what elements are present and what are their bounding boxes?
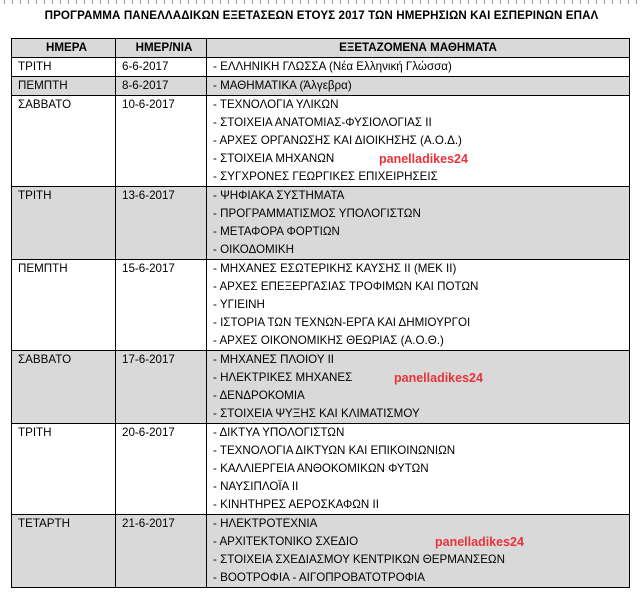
subject-item: - ΗΛΕΚΤΡΟΤΕΧΝΙΑ	[213, 517, 318, 530]
ruler-tick	[580, 0, 581, 4]
date-cell: 17-6-2017	[116, 351, 207, 424]
ruler-tick	[212, 0, 213, 4]
ruler-tick	[396, 0, 397, 4]
ruler-tick	[108, 0, 109, 4]
ruler-tick	[372, 0, 373, 4]
day-cell: ΤΡΙΤΗ	[12, 58, 116, 77]
date-cell: 10-6-2017	[116, 96, 207, 187]
ruler-tick	[60, 0, 61, 4]
day-cell: ΤΡΙΤΗ	[12, 187, 116, 260]
subjects-cell	[207, 77, 630, 96]
ruler-tick	[252, 0, 253, 4]
subject-item: - ΣΤΟΙΧΕΙΑ ΨΥΞΗΣ ΚΑΙ ΚΛΙΜΑΤΙΣΜΟΥ	[213, 407, 420, 420]
subject-item: - ΑΡΧΕΣ ΕΠΕΞΕΡΓΑΣΙΑΣ ΤΡΟΦΙΜΩΝ ΚΑΙ ΠΟΤΩΝ	[213, 280, 479, 293]
ruler-tick	[44, 0, 45, 4]
ruler-tick	[572, 0, 573, 4]
subjects-cell	[207, 515, 630, 588]
subject-item-with-watermark	[213, 369, 629, 387]
subject-item: - ΜΗΧΑΝΕΣ ΕΣΩΤΕΡΙΚΗΣ ΚΑΥΣΗΣ ΙΙ (ΜΕΚ ΙΙ)	[213, 262, 457, 275]
subject-item-with-watermark	[213, 150, 629, 168]
subject-item: - ΝΑΥΣΙΠΛΟΪΑ ΙΙ	[213, 480, 299, 493]
ruler-tick	[420, 0, 421, 4]
ruler-tick	[116, 0, 117, 4]
table-row	[12, 58, 630, 77]
ruler-tick	[364, 0, 365, 4]
ruler-tick	[180, 0, 181, 4]
ruler-tick	[132, 0, 133, 4]
ruler-tick	[476, 0, 477, 4]
ruler-tick	[596, 0, 597, 4]
table-row	[12, 187, 630, 260]
subject-item: - ΒΟΟΤΡΟΦΙΑ - ΑΙΓΟΠΡΟΒΑΤΟΤΡΟΦΙΑ	[213, 571, 425, 584]
table-row	[12, 77, 630, 96]
ruler-tick	[356, 0, 357, 4]
ruler-tick	[484, 0, 485, 4]
ruler-tick	[12, 0, 13, 4]
subjects-cell	[207, 424, 630, 515]
subject-item: - ΠΡΟΓΡΑΜΜΑΤΙΣΜΟΣ ΥΠΟΛΟΓΙΣΤΩΝ	[213, 207, 421, 220]
watermark-text: panelladikes24	[435, 535, 524, 549]
ruler-tick	[588, 0, 589, 4]
date-cell: 13-6-2017	[116, 187, 207, 260]
ruler-tick	[36, 0, 37, 4]
ruler-tick	[92, 0, 93, 4]
ruler-tick	[164, 0, 165, 4]
subject-item: - ΔΕΝΔΡΟΚΟΜΙΑ	[213, 389, 305, 402]
ruler-tick	[636, 0, 637, 4]
subject-item: - ΤΕΧΝΟΛΟΓΙΑ ΔΙΚΤΥΩΝ ΚΑΙ ΕΠΙΚΟΙΝΩΝΙΩΝ	[213, 444, 456, 457]
subject-item: - ΥΓΙΕΙΝΗ	[213, 298, 265, 311]
day-cell: ΣΑΒΒΑΤΟ	[12, 96, 116, 187]
ruler-tick	[404, 0, 405, 4]
ruler-tick	[628, 0, 629, 4]
subject-item: - ΨΗΦΙΑΚΑ ΣΥΣΤΗΜΑΤΑ	[213, 189, 345, 202]
subject-item: - ΚΑΛΛΙΕΡΓΕΙΑ ΑΝΘΟΚΟΜΙΚΩΝ ΦΥΤΩΝ	[213, 462, 429, 475]
watermark-text: panelladikes24	[379, 152, 468, 166]
subjects-cell	[207, 351, 630, 424]
table-row	[12, 424, 630, 515]
ruler-strip	[0, 0, 643, 6]
subjects-cell	[207, 96, 630, 187]
ruler-tick	[620, 0, 621, 4]
subject-item: - ΑΡΧΕΣ ΟΙΚΟΝΟΜΙΚΗΣ ΘΕΩΡΙΑΣ (Α.Ο.Θ.)	[213, 334, 444, 347]
table-row	[12, 515, 630, 588]
subjects-cell	[207, 260, 630, 351]
ruler-tick	[524, 0, 525, 4]
ruler-tick	[540, 0, 541, 4]
subject-item: - ΜΑΘΗΜΑΤΙΚΑ (Άλγεβρα)	[213, 79, 352, 92]
ruler-tick	[52, 0, 53, 4]
subject-item: - ΔΙΚΤΥΑ ΥΠΟΛΟΓΙΣΤΩΝ	[213, 426, 345, 439]
subject-item: - ΣΤΟΙΧΕΙΑ ΑΝΑΤΟΜΙΑΣ-ΦΥΣΙΟΛΟΓΙΑΣ ΙΙ	[213, 116, 432, 129]
date-cell: 20-6-2017	[116, 424, 207, 515]
ruler-tick	[468, 0, 469, 4]
ruler-tick	[428, 0, 429, 4]
ruler-tick	[4, 0, 5, 4]
ruler-tick	[228, 0, 229, 4]
ruler-tick	[244, 0, 245, 4]
ruler-tick	[340, 0, 341, 4]
day-cell: ΠΕΜΠΤΗ	[12, 77, 116, 96]
ruler-tick	[460, 0, 461, 4]
table-row	[12, 260, 630, 351]
ruler-tick	[68, 0, 69, 4]
ruler-tick	[76, 0, 77, 4]
ruler-tick	[100, 0, 101, 4]
subject-item: - ΣΤΟΙΧΕΙΑ ΣΧΕΔΙΑΣΜΟΥ ΚΕΝΤΡΙΚΩΝ ΘΕΡΜΑΝΣΕΩΝ	[213, 553, 505, 566]
ruler-tick	[508, 0, 509, 4]
table-row	[12, 96, 630, 187]
ruler-tick	[444, 0, 445, 4]
ruler-tick	[300, 0, 301, 4]
ruler-tick	[276, 0, 277, 4]
ruler-tick	[236, 0, 237, 4]
ruler-tick	[172, 0, 173, 4]
ruler-tick	[308, 0, 309, 4]
ruler-tick	[188, 0, 189, 4]
ruler-tick	[548, 0, 549, 4]
ruler-tick	[604, 0, 605, 4]
subject-item: - ΣΥΓΧΡΟΝΕΣ ΓΕΩΡΓΙΚΕΣ ΕΠΙΧΕΙΡΗΣΕΙΣ	[213, 170, 438, 183]
subject-item: - ΙΣΤΟΡΙΑ ΤΩΝ ΤΕΧΝΩΝ-ΕΡΓΑ ΚΑΙ ΔΗΜΙΟΥΡΓΟΙ	[213, 316, 471, 329]
ruler-tick	[500, 0, 501, 4]
subject-item: - ΕΛΛΗΝΙΚΗ ΓΛΩΣΣΑ (Νέα Ελληνική Γλώσσα)	[213, 60, 452, 73]
ruler-tick	[20, 0, 21, 4]
subject-item: - ΜΗΧΑΝΕΣ ΠΛΟΙΟΥ ΙΙ	[213, 353, 335, 366]
ruler-tick	[452, 0, 453, 4]
ruler-tick	[332, 0, 333, 4]
ruler-tick	[204, 0, 205, 4]
table-row	[12, 351, 630, 424]
ruler-tick	[84, 0, 85, 4]
subject-item: - ΟΙΚΟΔΟΜΙΚΗ	[213, 243, 294, 256]
ruler-tick	[148, 0, 149, 4]
ruler-tick	[124, 0, 125, 4]
ruler-tick	[316, 0, 317, 4]
exam-schedule-table	[11, 38, 630, 588]
ruler-tick	[292, 0, 293, 4]
ruler-tick	[28, 0, 29, 4]
ruler-tick	[268, 0, 269, 4]
header-date: ΗΜΕΡ/ΝΙΑ	[116, 39, 207, 58]
day-cell: ΤΡΙΤΗ	[12, 424, 116, 515]
ruler-tick	[516, 0, 517, 4]
ruler-tick	[492, 0, 493, 4]
day-cell: ΠΕΜΠΤΗ	[12, 260, 116, 351]
ruler-tick	[284, 0, 285, 4]
ruler-tick	[556, 0, 557, 4]
ruler-tick	[612, 0, 613, 4]
ruler-tick	[324, 0, 325, 4]
subject-item: - ΣΤΟΙΧΕΙΑ ΜΗΧΑΝΩΝ	[213, 152, 335, 165]
subject-item-with-watermark	[213, 533, 629, 551]
header-subjects: ΕΞΕΤΑΖΟΜΕΝΑ ΜΑΘΗΜΑΤΑ	[207, 39, 630, 58]
ruler-tick	[156, 0, 157, 4]
subjects-cell	[207, 187, 630, 260]
ruler-tick	[196, 0, 197, 4]
ruler-tick	[348, 0, 349, 4]
ruler-tick	[388, 0, 389, 4]
subject-item: - ΚΙΝΗΤΗΡΕΣ ΑΕΡΟΣΚΑΦΩΝ ΙΙ	[213, 498, 379, 511]
watermark-text: panelladikes24	[394, 371, 483, 385]
date-cell: 21-6-2017	[116, 515, 207, 588]
date-cell: 15-6-2017	[116, 260, 207, 351]
date-cell: 8-6-2017	[116, 77, 207, 96]
day-cell: ΣΑΒΒΑΤΟ	[12, 351, 116, 424]
ruler-tick	[260, 0, 261, 4]
ruler-tick	[380, 0, 381, 4]
subject-item: - ΑΡΧΕΣ ΟΡΓΑΝΩΣΗΣ ΚΑΙ ΔΙΟΙΚΗΣΗΣ (Α.Ο.Δ.)	[213, 134, 462, 147]
table-header-row	[12, 39, 630, 58]
ruler-tick	[140, 0, 141, 4]
subject-item: - ΜΕΤΑΦΟΡΑ ΦΟΡΤΙΩΝ	[213, 225, 340, 238]
day-cell: ΤΕΤΑΡΤΗ	[12, 515, 116, 588]
page-title: ΠΡΟΓΡΑΜΜΑ ΠΑΝΕΛΛΑΔΙΚΩΝ ΕΞΕΤΑΣΕΩΝ ΕΤΟΥΣ 2017 ΤΩΝ ΗΜΕΡΗΣΙΩΝ ΚΑΙ ΕΣΠΕΡΙΝΩΝ ΕΠΑΛ	[44, 9, 599, 22]
subject-item: - ΤΕΧΝΟΛΟΓΙΑ ΥΛΙΚΩΝ	[213, 98, 339, 111]
subject-item: - ΗΛΕΚΤΡΙΚΕΣ ΜΗΧΑΝΕΣ	[213, 371, 353, 384]
ruler-tick	[532, 0, 533, 4]
ruler-tick	[412, 0, 413, 4]
subject-item: - ΑΡΧΙΤΕΚΤΟΝΙΚΟ ΣΧΕΔΙΟ	[213, 535, 359, 548]
ruler-tick	[436, 0, 437, 4]
ruler-tick	[220, 0, 221, 4]
subjects-cell	[207, 58, 630, 77]
date-cell: 6-6-2017	[116, 58, 207, 77]
ruler-tick	[564, 0, 565, 4]
header-day: ΗΜΕΡΑ	[12, 39, 116, 58]
